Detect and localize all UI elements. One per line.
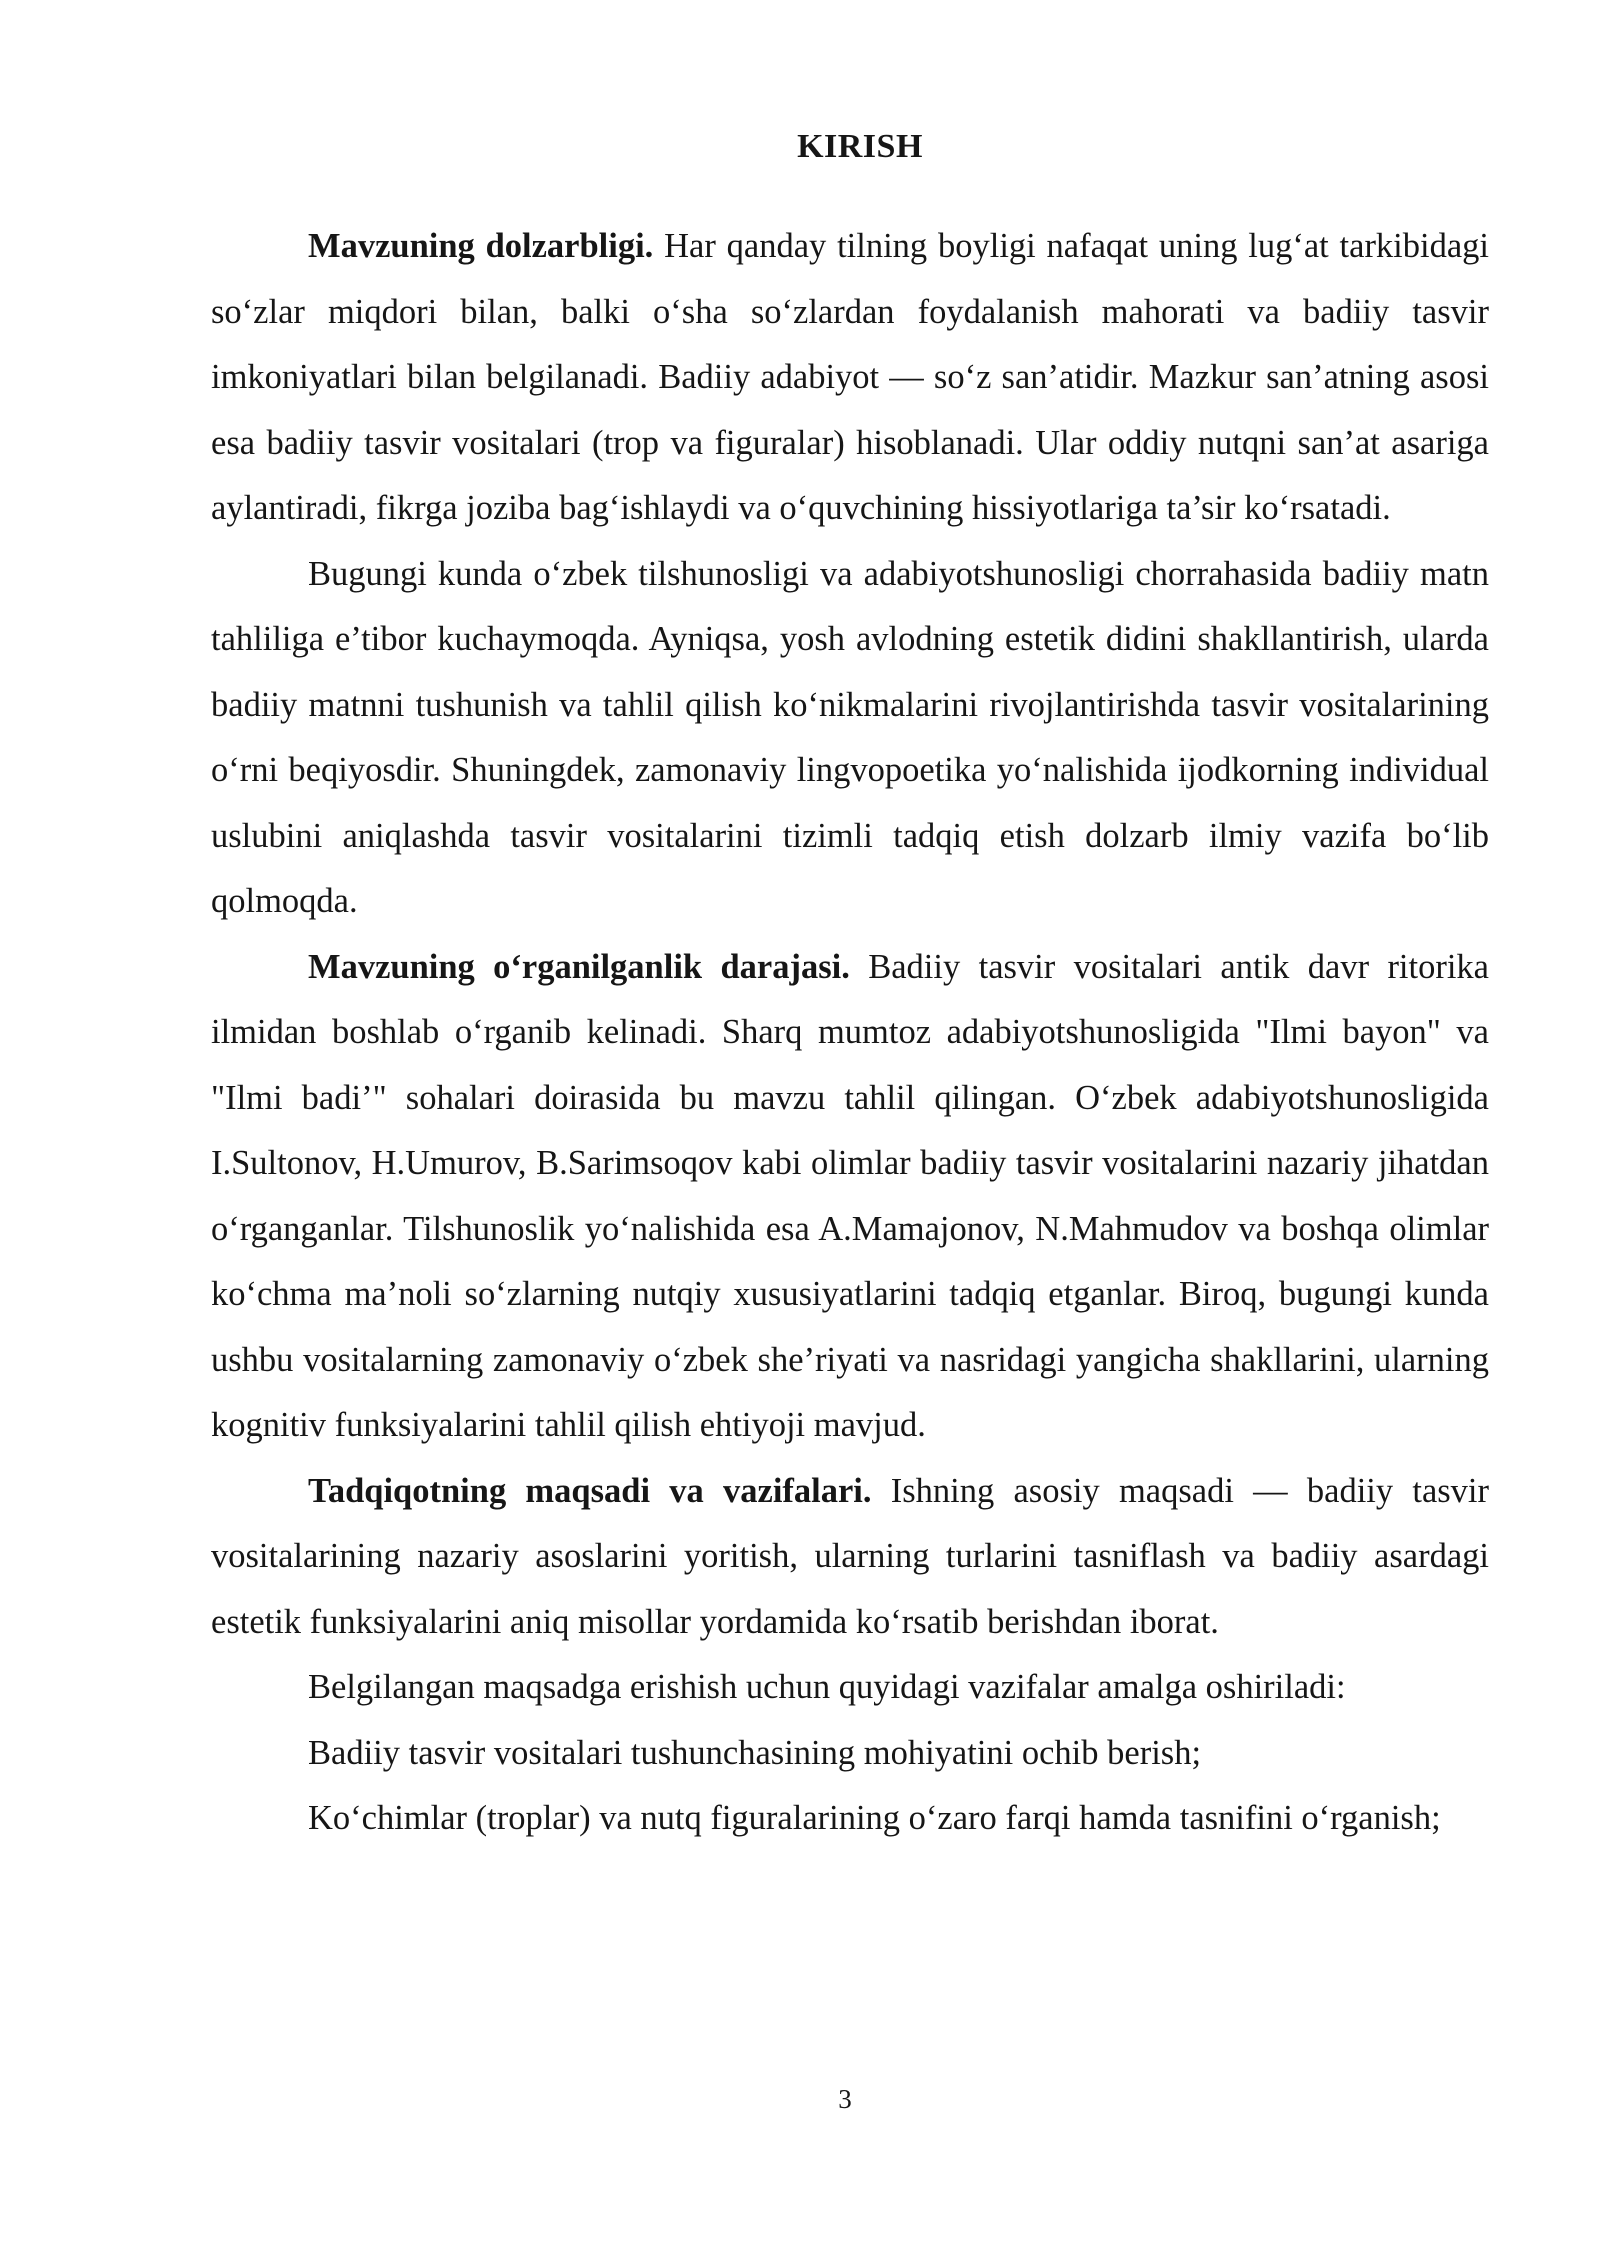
paragraph-text: Badiiy tasvir vositalari antik davr ritorika ilmidan boshlab o‘rganib kelinadi. Sharq mumtoz adabiyotshunosligida "Ilmi bayon" va "Ilmi badi’" sohalari doirasida bu mavzu tahlil qilingan. O‘zbek adabiyotshunosligida I.Sultonov, H.Umurov, B.Sarimsoqov kabi olimlar badiiy tasvir vositalarini nazariy jihatdan o‘rganganlar. Tilshunoslik yo‘nalishida esa A.Mamajonov, N.Mahmudov va boshqa olimlar ko‘chma ma’noli so‘zlarning nutqiy xususiyatlarini tadqiq etganlar. Biroq, bugungi kunda ushbu vositalarning zamonaviy o‘zbek she’riyati va nasridagi yangicha shakllarini, ularning kognitiv funksiyalarini tahlil qilish ehtiyoji mavjud. — [211, 947, 1489, 1444]
document-body — [211, 214, 1489, 1852]
paragraph-degree-of-study — [211, 935, 1489, 1459]
paragraph-text: Badiiy tasvir vositalari tushunchasining mohiyatini ochib berish; — [308, 1733, 1202, 1772]
paragraph-text: Belgilangan maqsadga erishish uchun quyidagi vazifalar amalga oshiriladi: — [308, 1668, 1346, 1706]
paragraph-task-item — [211, 1786, 1489, 1852]
paragraph-current-state — [211, 542, 1489, 935]
paragraph-lead-heading: Mavzuning o‘rganilganlik darajasi. — [308, 947, 850, 986]
paragraph-text: Bugungi kunda o‘zbek tilshunosligi va adabiyotshunosligi chorrahasida badiiy matn tahliliga e’tibor kuchaymoqda. Ayniqsa, yosh avlodning estetik didini shakllantirish, ularda badiiy matnni tushunish va tahlil qilish ko‘nikmalarini rivojlantirishda tasvir vositalarining o‘rni beqiyosdir. Shuningdek, zamonaviy lingvopoetika yo‘nalishida ijodkorning individual uslubini aniqlashda tasvir vositalarini tizimli tadqiq etish dolzarb ilmiy vazifa bo‘lib qolmoqda. — [211, 554, 1489, 920]
paragraph-tasks-intro — [211, 1655, 1489, 1721]
paragraph-text: Ko‘chimlar (troplar) va nutq figuralarining o‘zaro farqi hamda tasnifini o‘rganish; — [308, 1799, 1441, 1837]
paragraph-text: Ishning asosiy maqsadi — badiiy tasvir vositalarining nazariy asoslarini yoritish, ularning turlarini tasniflash va badiiy asardagi estetik funksiyalarini aniq misollar yordamida ko‘rsatib berishdan iborat. — [211, 1471, 1490, 1641]
paragraph-relevance — [211, 214, 1489, 542]
paragraph-goals — [211, 1459, 1489, 1656]
paragraph-lead-heading: Mavzuning dolzarbligi. — [308, 227, 654, 265]
paragraph-text: Har qanday tilning boyligi nafaqat uning lug‘at tarkibidagi so‘zlar miqdori bilan, balki o‘sha so‘zlardan foydalanish mahorati va badiiy tasvir imkoniyatlari bilan belgilanadi. Badiiy adabiyot — so‘z san’atidir. Mazkur san’atning asosi esa badiiy tasvir vositalari (trop va figuralar) hisoblanadi. Ular oddiy nutqni san’at asariga aylantiradi, fikrga joziba bag‘ishlaydi va o‘quvchining hissiyotlariga ta’sir ko‘rsatadi. — [211, 227, 1489, 527]
paragraph-task-item — [211, 1721, 1489, 1787]
page-title: KIRISH — [797, 128, 923, 165]
page-number: 3 — [838, 2084, 852, 2114]
paragraph-lead-heading: Tadqiqotning maqsadi va vazifalari. — [308, 1471, 872, 1510]
